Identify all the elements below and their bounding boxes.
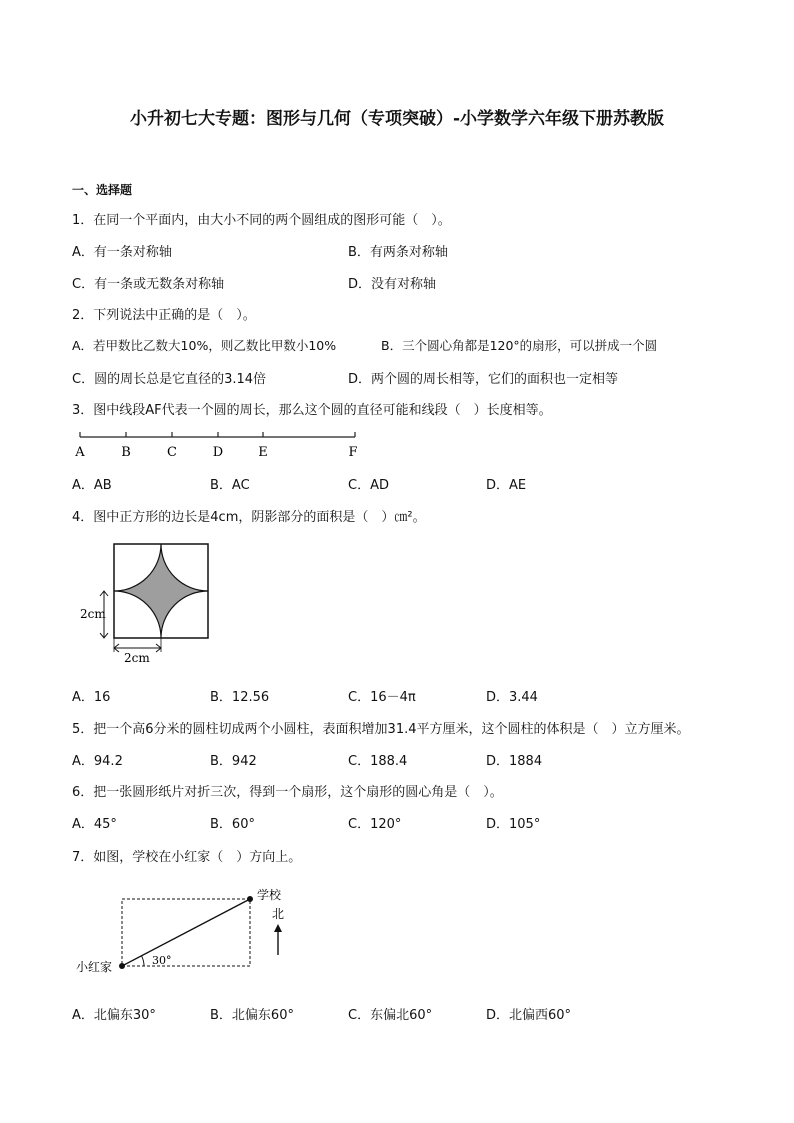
q1-option-c[interactable]: C．有一条或无数条对称轴: [72, 277, 225, 292]
q6-option-c[interactable]: C．120°: [348, 817, 402, 832]
q7-option-b[interactable]: B．北偏东60°: [210, 1008, 294, 1023]
label-f: F: [348, 445, 358, 460]
q1-option-d[interactable]: D．没有对称轴: [348, 277, 437, 292]
q3-option-d[interactable]: D．AE: [486, 478, 527, 493]
q4-option-c[interactable]: C．16－4π: [348, 690, 416, 705]
angle-label: 30°: [152, 954, 172, 967]
q3-option-a[interactable]: A．AB: [72, 478, 112, 493]
label-a: A: [75, 445, 85, 460]
q1-option-a[interactable]: A．有一条对称轴: [72, 245, 172, 260]
direction-figure: [72, 880, 312, 980]
label-b: B: [121, 445, 131, 460]
q6-option-d[interactable]: D．105°: [486, 817, 541, 832]
north-label: 北: [272, 907, 285, 921]
question-4-stem: 4．图中正方形的边长是4cm，阴影部分的面积是（ ）㎝²。: [72, 510, 426, 525]
q7-option-d[interactable]: D．北偏西60°: [486, 1008, 572, 1023]
question-2-stem: 2．下列说法中正确的是（ ）。: [72, 308, 256, 323]
question-3-stem: 3．图中线段AF代表一个圆的周长，那么这个圆的直径可能和线段（ ）长度相等。: [72, 403, 552, 418]
square-figure: [76, 538, 216, 666]
home-label: 小红家: [76, 960, 113, 974]
q2-option-d[interactable]: D．两个圆的周长相等，它们的面积也一定相等: [348, 372, 619, 387]
q6-option-a[interactable]: A．45°: [72, 817, 117, 832]
left-dimension-label: 2cm: [80, 607, 106, 621]
q5-option-c[interactable]: C．188.4: [348, 754, 408, 769]
label-c: C: [167, 445, 177, 460]
q2-option-b[interactable]: B．三个圆心角都是120°的扇形，可以拼成一个圆: [381, 338, 658, 353]
q4-option-a[interactable]: A．16: [72, 690, 111, 705]
q5-option-b[interactable]: B．942: [210, 754, 257, 769]
q3-option-b[interactable]: B．AC: [210, 478, 250, 493]
q2-option-a[interactable]: A．若甲数比乙数大10%，则乙数比甲数小10%: [72, 338, 337, 353]
label-e: E: [258, 445, 268, 460]
q7-option-c[interactable]: C．东偏北60°: [348, 1008, 433, 1023]
page-title: 小升初七大专题：图形与几何（专项突破）-小学数学六年级下册苏教版: [129, 109, 665, 129]
question-5-stem: 5．把一个高6分米的圆柱切成两个小圆柱，表面积增加31.4平方厘米，这个圆柱的体积是（ ）立方厘米。: [72, 722, 690, 737]
school-label: 学校: [257, 888, 282, 902]
q1-option-b[interactable]: B．有两条对称轴: [348, 245, 448, 260]
q5-option-d[interactable]: D．1884: [486, 754, 543, 769]
q6-option-b[interactable]: B．60°: [210, 817, 255, 832]
section-heading: 一、选择题: [72, 183, 133, 197]
segment-figure: [70, 428, 370, 462]
label-d: D: [212, 445, 224, 460]
q7-option-a[interactable]: A．北偏东30°: [72, 1008, 156, 1023]
q4-option-d[interactable]: D．3.44: [486, 690, 538, 705]
q5-option-a[interactable]: A．94.2: [72, 754, 123, 769]
q3-option-c[interactable]: C．AD: [348, 478, 389, 493]
question-1-stem: 1．在同一个平面内，由大小不同的两个圆组成的图形可能（ ）。: [72, 213, 451, 228]
bottom-dimension-label: 2cm: [124, 651, 150, 665]
q4-option-b[interactable]: B．12.56: [210, 690, 270, 705]
q2-option-c[interactable]: C．圆的周长总是它直径的3.14倍: [72, 372, 267, 387]
question-7-stem: 7．如图，学校在小红家（ ）方向上。: [72, 850, 302, 865]
question-6-stem: 6．把一张圆形纸片对折三次，得到一个扇形，这个扇形的圆心角是（ ）。: [72, 785, 503, 800]
